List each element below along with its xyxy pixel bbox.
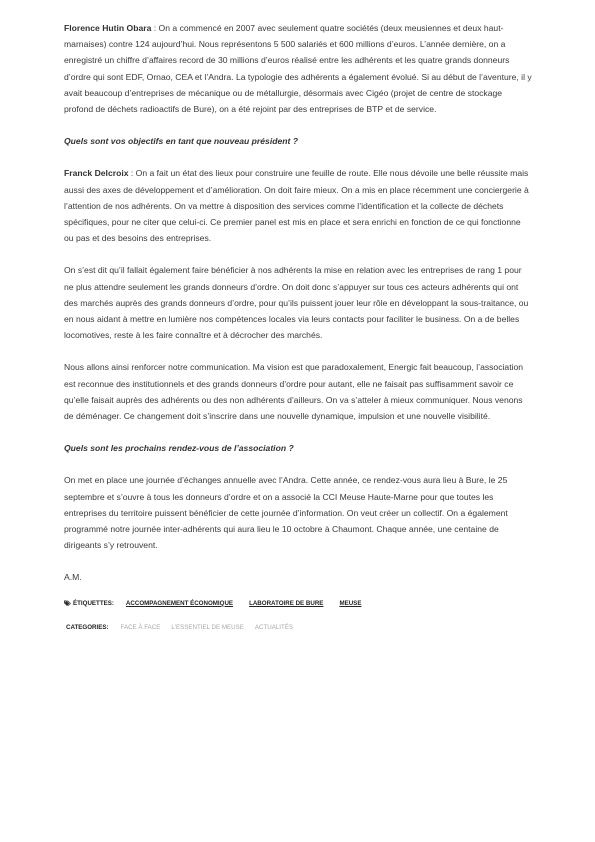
answer-paragraph: On met en place une journée d’échanges annuelle avec l’Andra. Cette année, ce rendez-vous aura lieu à Bure, le 25 septembre et s’ouvre à tous les donneurs d’ordre et on a associé la CCI Meuse Haute-Marne pour que toutes les entreprises du territoire puissent bénéficier de cette journée d’information. On veut créer un collectif. On a également programmé notre journée inter-adhérents qui aura lieu le 10 octobre à Chaumont. Chaque année, une centaine de dirigeants s’y retrouvent. bbox=[64, 475, 508, 551]
category-link-face-a-face[interactable]: FACE À FACE bbox=[120, 623, 161, 631]
speaker-name: Franck Delcroix bbox=[64, 168, 129, 179]
answer-text: : On a fait un état des lieux pour construire une feuille de route. Elle nous dévoile une belle réussite mais aussi des axes de développement et d’amélioration. On doit faire mieux. On a mis en place récemment une conciergerie à l’attention de nos adhérents. On va mettre à disposition des services comme l’identification et la collecte de déchets spécifiques, pour ne citer que celui-ci. Ce premier panel est mis en place et sera enrichi en fonction de ce qui fonctionne ou pas et des besoins des entreprises. bbox=[64, 168, 529, 244]
tag-link-meuse[interactable]: MEUSE bbox=[339, 599, 362, 607]
categories-row bbox=[64, 624, 532, 631]
categories-label: CATEGORIES: bbox=[66, 623, 109, 631]
article-body bbox=[64, 20, 532, 631]
answer-paragraph bbox=[64, 20, 532, 117]
category-link-actualites[interactable]: ACTUALITÉS bbox=[254, 623, 294, 631]
answer-text: : On a commencé en 2007 avec seulement quatre sociétés (deux meusiennes et deux haut-marnaises) contre 124 aujourd’hui. Nous représentons 5 500 salariés et 600 millions d’euros. L’année dernière, on a enregistré un chiffre d’affaires record de 30 millions d’euros réalisé entre les adhérents et les quatre grands donneurs d’ordre qui sont EDF, Ornao, CEA et l’Andra. La typologie des adhérents a également évolué. Si au début de l’aventure, il y avait beaucoup d’entreprises de mécanique ou de métallurgie, désormais avec Cigéo (projet de centre de stockage profond de déchets radioactifs de Bure), on a été rejoint par des entreprises de BTP et de service. bbox=[64, 23, 532, 115]
tags-row bbox=[64, 600, 532, 607]
interview-question: Quels sont vos objectifs en tant que nouveau président ? bbox=[64, 136, 298, 147]
answer-paragraph bbox=[64, 165, 532, 246]
answer-paragraph: Nous allons ainsi renforcer notre communication. Ma vision est que paradoxalement, Energic fait beaucoup, l’association est reconnue des institutionnels et des grands donneurs d’ordre pour autant, elle ne faisait pas suffisamment savoir ce qu’elle faisait auprès des adhérents ou des non adhérents d’ailleurs. On va s’atteler à mieux communiquer. Nous venons de déménager. Ce changement doit s’inscrire dans une nouvelle dynamique, impulsion et une nouvelle visibilité. bbox=[64, 362, 524, 422]
tag-link-accompagnement-economique[interactable]: ACCOMPAGNEMENT ÉCONOMIQUE bbox=[125, 599, 234, 607]
tag-link-laboratoire-de-bure[interactable]: LABORATOIRE DE BURE bbox=[249, 599, 324, 607]
speaker-name: Florence Hutin Obara bbox=[64, 23, 152, 33]
category-link-essentiel-de-meuse[interactable]: L'ESSENTIEL DE MEUSE bbox=[171, 623, 244, 631]
answer-paragraph: On s’est dit qu’il fallait également faire bénéficier à nos adhérents la mise en relation avec les entreprises de rang 1 pour ne plus attendre seulement les grands donneurs d’ordre. On doit donc s’appuyer sur tous ces acteurs adhérents qui ont des marchés auprès des grands donneurs d’ordre, pour qu’ils puissent jouer leur rôle en développant la sous-traitance, ou en nous aidant à mettre en lumière nos compétences locales via leurs contacts pour faciliter le business. On a de belles locomotives, reste à les faire connaître et à décrocher des marchés. bbox=[64, 265, 529, 341]
interview-question: Quels sont les prochains rendez-vous de l’association ? bbox=[64, 443, 294, 454]
tags-label: ÉTIQUETTES: bbox=[73, 599, 114, 607]
author-signature: A.M. bbox=[64, 572, 82, 583]
tag-icon bbox=[64, 600, 71, 606]
